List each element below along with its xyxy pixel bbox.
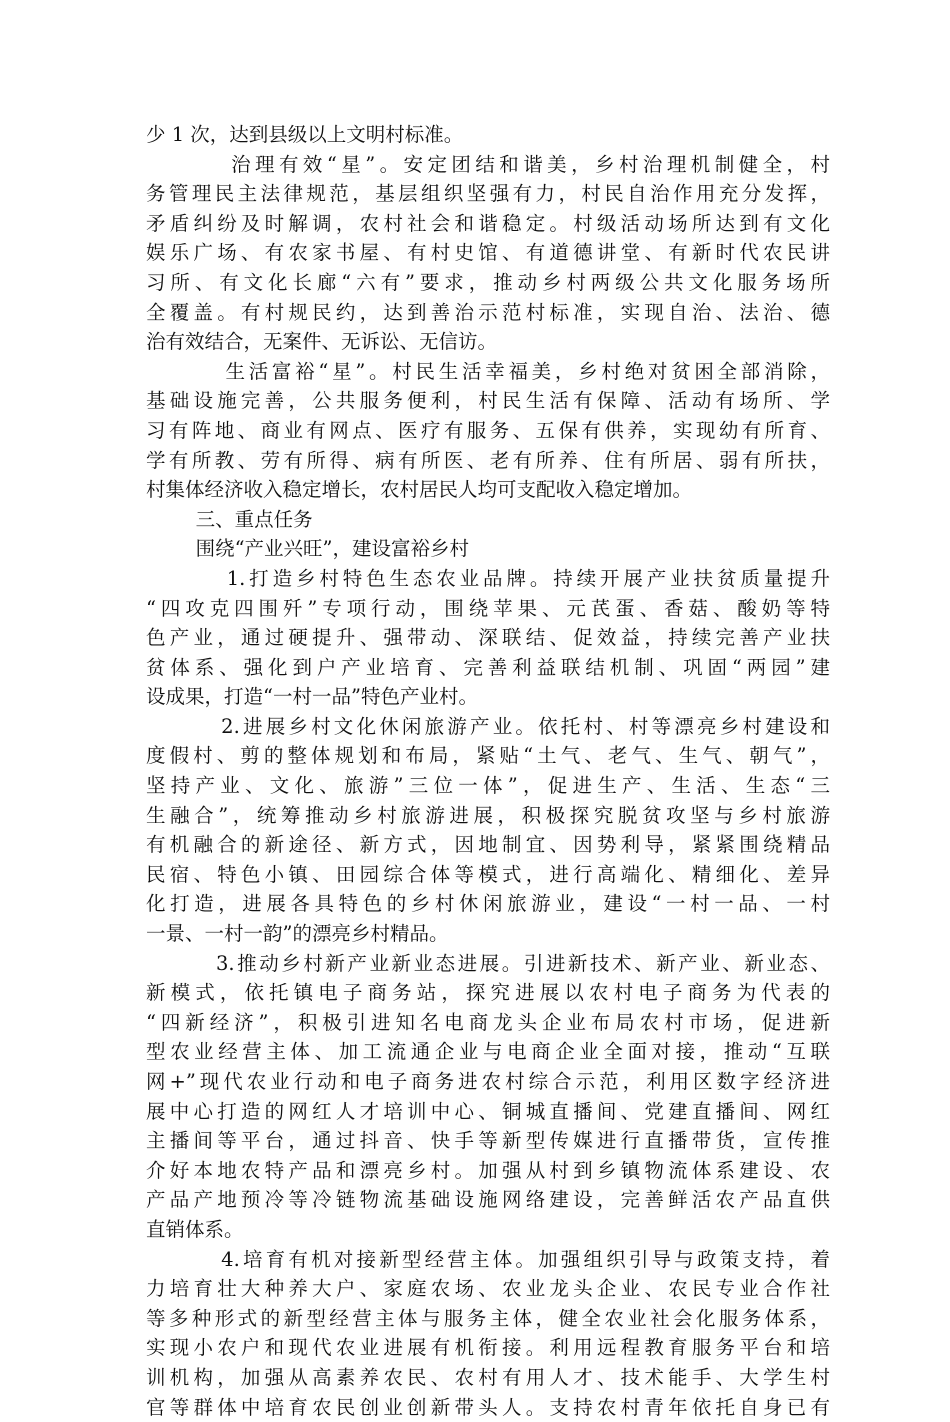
text-line: 度假村、剪的整体规划和布局，紧贴“土气、老气、生气、朝气”， [146,744,830,768]
text-line: 官等群体中培育农民创业创新带头人。支持农村青年依托自身已有 [146,1395,830,1419]
text-line: 生融合”，统筹推动乡村旅游进展，积极探究脱贫攻坚与乡村旅游 [146,803,830,827]
text-line: 贫体系、强化到户产业培育、完善利益联结机制、巩固“两园”建 [146,655,830,679]
text-line: 有机融合的新途径、新方式，因地制宜、因势利导，紧紧围绕精品 [146,833,830,857]
text-line: 展中心打造的网红人才培训中心、铜城直播间、党建直播间、网红 [146,1099,830,1123]
text-line: 围绕“产业兴旺”，建设富裕乡村 [146,537,470,561]
text-line: 少 1 次，达到县级以上文明村标准。 [146,123,464,146]
text-line: 直销体系。 [146,1217,244,1241]
text-line: 三、重点任务 [146,507,313,531]
text-line: 实现小农户和现代农业进展有机衔接。利用远程教育服务平台和培 [146,1336,830,1360]
text-line: 矛盾纠纷及时解调，农村社会和谐稳定。村级活动场所达到有文化 [146,211,830,235]
text-line: 民宿、特色小镇、田园综合体等模式，进行高端化、精细化、差异 [146,862,830,886]
text-line: 设成果，打造“一村一品”特色产业村。 [146,685,478,709]
text-line: 力培育壮大种养大户、家庭农场、农业龙头企业、农民专业合作社 [146,1277,830,1301]
text-line: 1.打造乡村特色生态农业品牌。持续开展产业扶贫质量提升 [146,566,830,590]
text-line: 主播间等平台，通过抖音、快手等新型传媒进行直播带货，宣传推 [146,1129,830,1153]
text-line: 色产业，通过硬提升、强带动、深联结、促效益，持续完善产业扶 [146,626,830,650]
text-line: 等多种形式的新型经营主体与服务主体，健全农业社会化服务体系， [146,1306,830,1330]
text-line: “四攻克四围歼”专项行动，围绕苹果、元芪蛋、香菇、酸奶等特 [146,596,830,620]
text-line: 训机构，加强从高素养农民、农村有用人才、技术能手、大学生村 [146,1365,830,1389]
text-line: 全覆盖。有村规民约，达到善治示范村标准，实现自治、法治、德 [146,300,830,324]
text-line: 村集体经济收入稳定增长，农村居民人均可支配收入稳定增加。 [146,478,693,502]
text-line: 化打造，进展各具特色的乡村休闲旅游业，建设“一村一品、一村 [146,892,830,916]
text-line: 4.培育有机对接新型经营主体。加强组织引导与政策支持，着 [146,1247,830,1271]
body-text [146,120,830,1422]
text-line: 网+”现代农业行动和电子商务进农村综合示范，利用区数字经济进 [146,1070,830,1093]
text-line: 务管理民主法律规范，基层组织坚强有力，村民自治作用充分发挥， [146,182,830,206]
text-line: 产品产地预冷等冷链物流基础设施网络建设，完善鲜活农产品直供 [146,1188,830,1212]
text-line: “四新经济”，积极引进知名电商龙头企业布局农村市场，促进新 [146,1010,830,1034]
text-line: 治有效结合，无案件、无诉讼、无信访。 [146,330,498,354]
text-line: 型农业经营主体、加工流通企业与电商企业全面对接，推动“互联 [146,1040,830,1064]
text-line: 习有阵地、商业有网点、医疗有服务、五保有供养，实现幼有所育、 [146,418,830,442]
text-line: 2.进展乡村文化休闲旅游产业。依托村、村等漂亮乡村建设和 [146,714,830,738]
text-line: 3.推动乡村新产业新业态进展。引进新技术、新产业、新业态、 [146,951,830,975]
text-line: 新模式，依托镇电子商务站，探究进展以农村电子商务为代表的 [146,981,830,1005]
text-line: 一景、一村一韵”的漂亮乡村精品。 [146,922,449,946]
text-line: 介好本地农特产品和漂亮乡村。加强从村到乡镇物流体系建设、农 [146,1158,830,1182]
text-line: 习所、有文化长廊“六有”要求，推动乡村两级公共文化服务场所 [146,270,830,294]
text-line: 学有所教、劳有所得、病有所医、老有所养、住有所居、弱有所扶， [146,448,830,472]
text-line: 基础设施完善，公共服务便利，村民生活有保障、活动有场所、学 [146,389,830,413]
text-line: 坚持产业、文化、旅游”三位一体”，促进生产、生活、生态“三 [146,774,830,798]
text-line: 生活富裕“星”。村民生活幸福美，乡村绝对贫困全部消除， [146,359,830,383]
text-line: 治理有效“星”。安定团结和谐美，乡村治理机制健全，村 [146,152,830,176]
text-line: 娱乐广场、有农家书屋、有村史馆、有道德讲堂、有新时代农民讲 [146,241,830,265]
